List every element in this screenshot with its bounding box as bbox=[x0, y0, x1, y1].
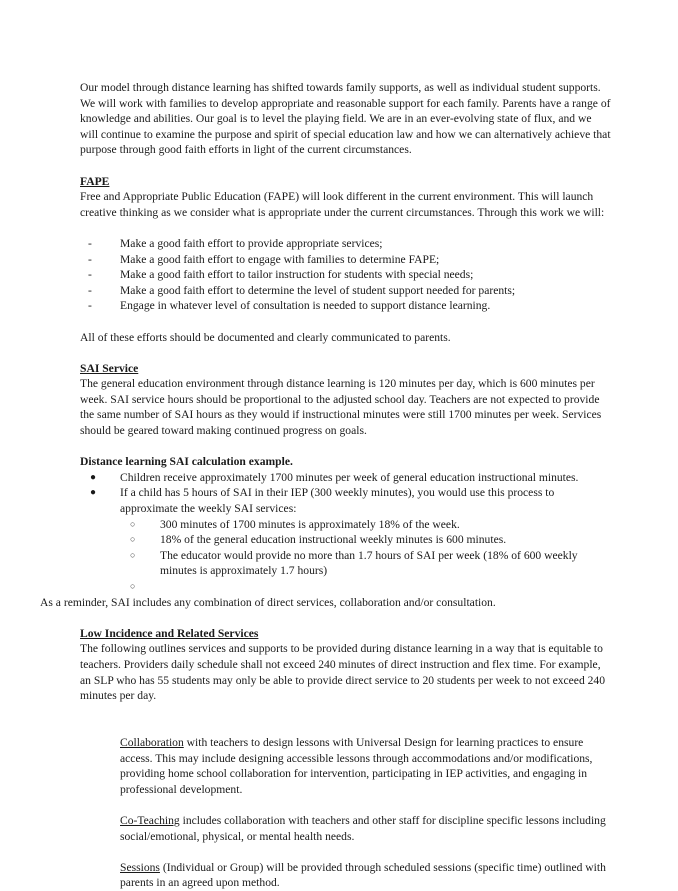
sai-section bbox=[80, 361, 612, 439]
sublist-item-empty bbox=[120, 579, 612, 595]
fape-heading: FAPE bbox=[80, 174, 110, 188]
calc-reminder: As a reminder, SAI includes any combination of direct services, collaboration and/or consultation. bbox=[40, 595, 496, 609]
coteaching-term: Co-Teaching bbox=[120, 813, 180, 827]
low-incidence-heading: Low Incidence and Related Services bbox=[80, 626, 259, 640]
low-incidence-body: The following outlines services and supports to be provided during distance learning in a way that is equitable to teachers. Providers daily schedule shall not exceed 240 minutes of direct instruction and flex time. For example, an SLP who has 55 students may only be able to provide direct service to 20 students per week to not exceed 240 minutes per day. bbox=[80, 642, 606, 703]
list-item: - Make a good faith effort to determine the level of student support needed for parents; bbox=[88, 283, 516, 297]
dash-bullet-icon: - bbox=[88, 299, 92, 313]
sublist-item: ○ 18% of the general education instructional weekly minutes is 600 minutes. bbox=[130, 533, 507, 547]
coteaching-paragraph: Co-Teaching includes collaboration with teachers and other staff for discipline specific lessons including social/emotional, physical, or mental health needs. bbox=[120, 813, 606, 843]
list-item: - Make a good faith effort to provide appropriate services; bbox=[88, 236, 383, 250]
circle-bullet-icon: ○ bbox=[130, 534, 136, 545]
sublist-item: ○ 300 minutes of 1700 minutes is approximately 18% of the week. bbox=[130, 517, 460, 531]
circle-bullet-icon: ○ bbox=[130, 549, 136, 560]
collaboration-term: Collaboration bbox=[120, 735, 184, 749]
dash-bullet-icon: - bbox=[88, 283, 92, 297]
circle-bullet-icon: ○ bbox=[130, 518, 136, 529]
calc-section bbox=[40, 454, 612, 610]
fape-section bbox=[80, 174, 612, 346]
disc-bullet-icon: ● bbox=[90, 487, 97, 499]
fape-body: Free and Appropriate Public Education (FAPE) will look different in the current environment. This will launch creative thinking as we consider what is appropriate under the current circumstances. Through this work we will: bbox=[80, 190, 605, 219]
fape-closing: All of these efforts should be documented and clearly communicated to parents. bbox=[80, 330, 451, 344]
calc-list bbox=[80, 470, 612, 595]
collaboration-paragraph: Collaboration with teachers to design lessons with Universal Design for learning practices to ensure access. This may include designing accessible lessons through accommodations and/or modifications, providing home school collaboration for intervention, participating in IEP activities, and engaging in professional development. bbox=[120, 735, 593, 796]
fape-list bbox=[80, 236, 612, 314]
low-incidence-section bbox=[80, 626, 612, 891]
list-item: ● If a child has 5 hours of SAI in their IEP (300 weekly minutes), you would use this process to approximate the weekly SAI services: ○ 300 minutes of 1700 minutes is approximately 18% of the week. ○ 18% of the general education instructional weekly minutes is 600 minutes. ○ The educator would provide no more than 1.7 hours of SAI per week (18% of 600 weekly minutes is approximately 1.7 hours) ○ bbox=[80, 485, 612, 594]
sai-body: The general education environment through distance learning is 120 minutes per day, which is 600 minutes per week. SAI service hours should be proportional to the adjusted school day. Teachers are not expected to provide the same number of SAI hours as they would if instructional minutes were still 1700 minutes per week. Services should be geared toward making continued progress on goals. bbox=[80, 377, 602, 438]
dash-bullet-icon: - bbox=[88, 252, 92, 266]
sessions-term: Sessions bbox=[120, 860, 160, 874]
list-item: - Make a good faith effort to engage with families to determine FAPE; bbox=[88, 252, 440, 266]
sai-heading: SAI Service bbox=[80, 361, 139, 375]
document-page bbox=[40, 80, 612, 891]
list-item: ● Children receive approximately 1700 minutes per week of general education instructional minutes. bbox=[90, 470, 579, 484]
circle-bullet-icon: ○ bbox=[130, 581, 136, 591]
intro-paragraph: Our model through distance learning has shifted towards family supports, as well as individual student supports. We will work with families to develop appropriate and reasonable support for each family. Parents have a range of knowledge and abilities. Our goal is to level the playing field. We are in an ever-evolving state of flux, and we will continue to examine the purpose and spirit of special education law and how we can alternatively achieve that purpose through good faith efforts in light of the current circumstances. bbox=[80, 81, 611, 157]
calc-heading: Distance learning SAI calculation example. bbox=[80, 455, 293, 469]
list-item: - Make a good faith effort to tailor instruction for students with special needs; bbox=[88, 268, 474, 282]
list-item: - Engage in whatever level of consultation is needed to support distance learning. bbox=[88, 299, 491, 313]
sessions-paragraph: Sessions (Individual or Group) will be provided through scheduled sessions (specific time) outlined with parents in an agreed upon method. bbox=[120, 860, 606, 890]
dash-bullet-icon: - bbox=[88, 236, 92, 250]
disc-bullet-icon: ● bbox=[90, 471, 97, 483]
sublist-item: ○ The educator would provide no more than 1.7 hours of SAI per week (18% of 600 weekly minutes is approximately 1.7 hours) bbox=[130, 548, 578, 578]
calc-sublist bbox=[120, 517, 612, 595]
dash-bullet-icon: - bbox=[88, 268, 92, 282]
